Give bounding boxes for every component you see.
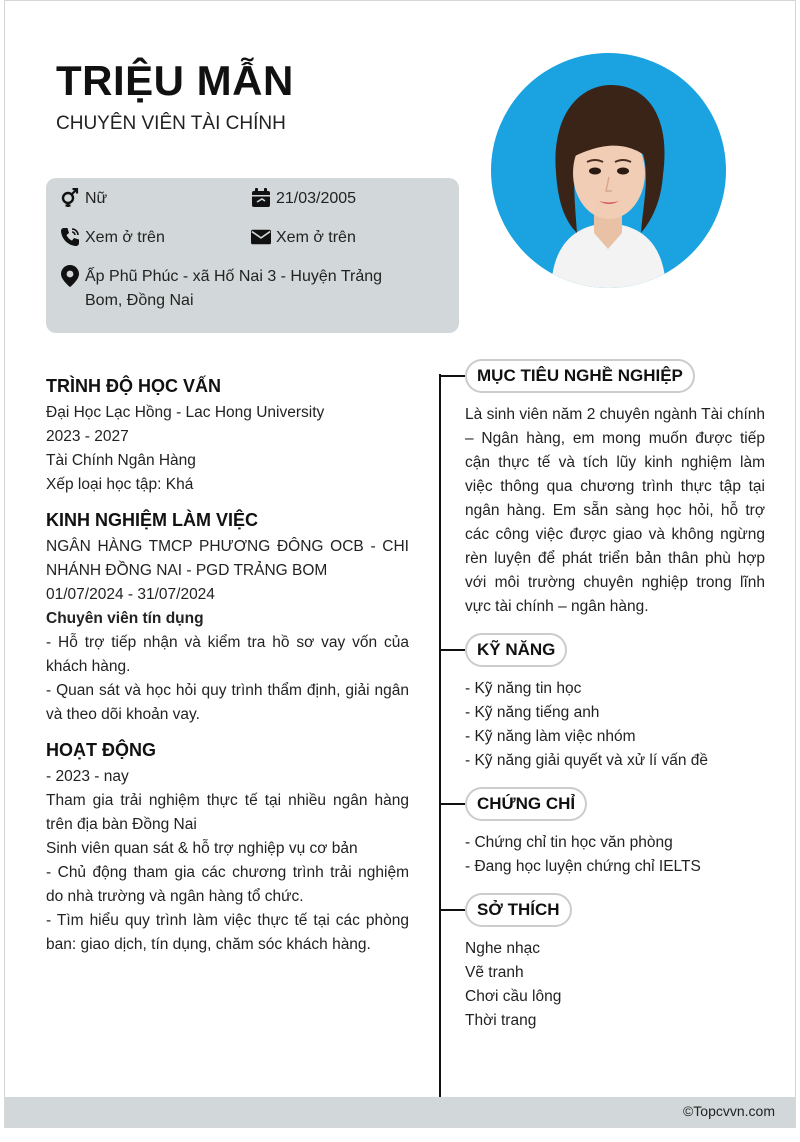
timeline-connector <box>439 375 465 377</box>
job-title: CHUYÊN VIÊN TÀI CHÍNH <box>56 113 286 134</box>
experience-role: Chuyên viên tín dụng <box>46 610 204 627</box>
email-text: Xem ở trên <box>276 229 356 246</box>
certificate-item: - Chứng chỉ tin học văn phòng <box>465 834 673 851</box>
education-title: TRÌNH ĐỘ HỌC VẤN <box>46 376 221 396</box>
address-row <box>60 265 420 313</box>
resume-page <box>4 0 796 1128</box>
certificates-title: CHỨNG CHỈ <box>465 787 587 821</box>
activity-line: - 2023 - nay <box>46 768 129 785</box>
gender-icon <box>60 187 80 209</box>
certificate-item: - Đang học luyện chứng chỉ IELTS <box>465 858 701 875</box>
profile-photo <box>491 53 726 288</box>
timeline-connector <box>439 649 465 651</box>
footer-bar <box>5 1097 796 1128</box>
candidate-name: TRIỆU MẪN <box>56 57 294 104</box>
hobby-item: Vẽ tranh <box>465 964 524 981</box>
experience-title: KINH NGHIỆM LÀM VIỆC <box>46 510 259 530</box>
education-line: Xếp loại học tập: Khá <box>46 476 194 493</box>
experience-section <box>46 507 409 727</box>
calendar-icon <box>251 187 271 209</box>
timeline-line <box>439 374 441 1098</box>
right-column <box>465 359 765 1047</box>
footer-credit: ©Topcvvn.com <box>682 1103 775 1119</box>
skill-item: - Kỹ năng làm việc nhóm <box>465 728 636 745</box>
hobbies-title: SỞ THÍCH <box>465 893 572 927</box>
gender-text: Nữ <box>85 190 108 207</box>
timeline-connector <box>439 909 465 911</box>
left-column <box>46 373 409 967</box>
activity-line: Sinh viên quan sát & hỗ trợ nghiệp vụ cơ bản <box>46 840 358 857</box>
experience-period: 01/07/2024 - 31/07/2024 <box>46 586 215 603</box>
hobbies-section <box>465 893 765 1033</box>
personal-info-box <box>46 178 459 333</box>
activity-line: Tham gia trải nghiệm thực tế tại nhiều ngân hàng trên địa bàn Đồng Nai <box>46 792 409 833</box>
hobby-item: Thời trang <box>465 1012 537 1029</box>
skills-section <box>465 633 765 773</box>
timeline-connector <box>439 803 465 805</box>
hobby-item: Chơi cầu lông <box>465 988 562 1005</box>
skill-item: - Kỹ năng tiếng anh <box>465 704 600 721</box>
education-line: 2023 - 2027 <box>46 428 129 445</box>
education-section <box>46 373 409 497</box>
location-pin-icon <box>60 265 80 287</box>
skill-item: - Kỹ năng giải quyết và xử lí vấn đề <box>465 752 709 769</box>
experience-company: NGÂN HÀNG TMCP PHƯƠNG ĐÔNG OCB - CHI NHÁNH ĐỒNG NAI - PGD TRẢNG BOM <box>46 538 409 579</box>
phone-icon <box>60 226 80 248</box>
objective-section <box>465 359 765 619</box>
envelope-icon <box>251 226 271 248</box>
certificates-section <box>465 787 765 879</box>
skill-item: - Kỹ năng tin học <box>465 680 582 697</box>
activities-title: HOẠT ĐỘNG <box>46 740 156 760</box>
phone-row <box>60 226 165 250</box>
objective-text: Là sinh viên năm 2 chuyên ngành Tài chính – Ngân hàng, em mong muốn được tiếp cận thực tế và tích lũy kinh nghiệm làm việc thông qua chương trình thực tập tại ngân hàng. Em sẵn sàng học hỏi, hỗ trợ các công việc được giao và không ngừng rèn luyện để phát triển bản thân phù hợp với môi trường chuyên nghiệp trong lĩnh vực tài chính – ngân hàng. <box>465 406 765 615</box>
activity-line: - Chủ động tham gia các chương trình trải nghiệm do nhà trường và ngân hàng tổ chức. <box>46 864 409 905</box>
activity-line: - Tìm hiểu quy trình làm việc thực tế tại các phòng ban: giao dịch, tín dụng, chăm sóc khách hàng. <box>46 912 409 953</box>
address-text: Ấp Phũ Phúc - xã Hố Nai 3 - Huyện Trảng Bom, Đồng Nai <box>85 268 383 309</box>
education-line: Tài Chính Ngân Hàng <box>46 452 196 469</box>
hobby-item: Nghe nhạc <box>465 940 540 957</box>
education-line: Đại Học Lạc Hồng - Lac Hong University <box>46 404 325 421</box>
skills-title: KỸ NĂNG <box>465 633 567 667</box>
email-row <box>251 226 356 250</box>
dob-row <box>251 187 356 211</box>
dob-text: 21/03/2005 <box>276 190 357 207</box>
experience-detail: - Hỗ trợ tiếp nhận và kiểm tra hồ sơ vay vốn của khách hàng. <box>46 634 409 675</box>
experience-detail: - Quan sát và học hỏi quy trình thẩm định, giải ngân và theo dõi khoản vay. <box>46 682 409 723</box>
activities-section <box>46 737 409 957</box>
objective-title: MỤC TIÊU NGHỀ NGHIỆP <box>465 359 695 393</box>
gender-row <box>60 187 107 211</box>
phone-text: Xem ở trên <box>85 229 165 246</box>
